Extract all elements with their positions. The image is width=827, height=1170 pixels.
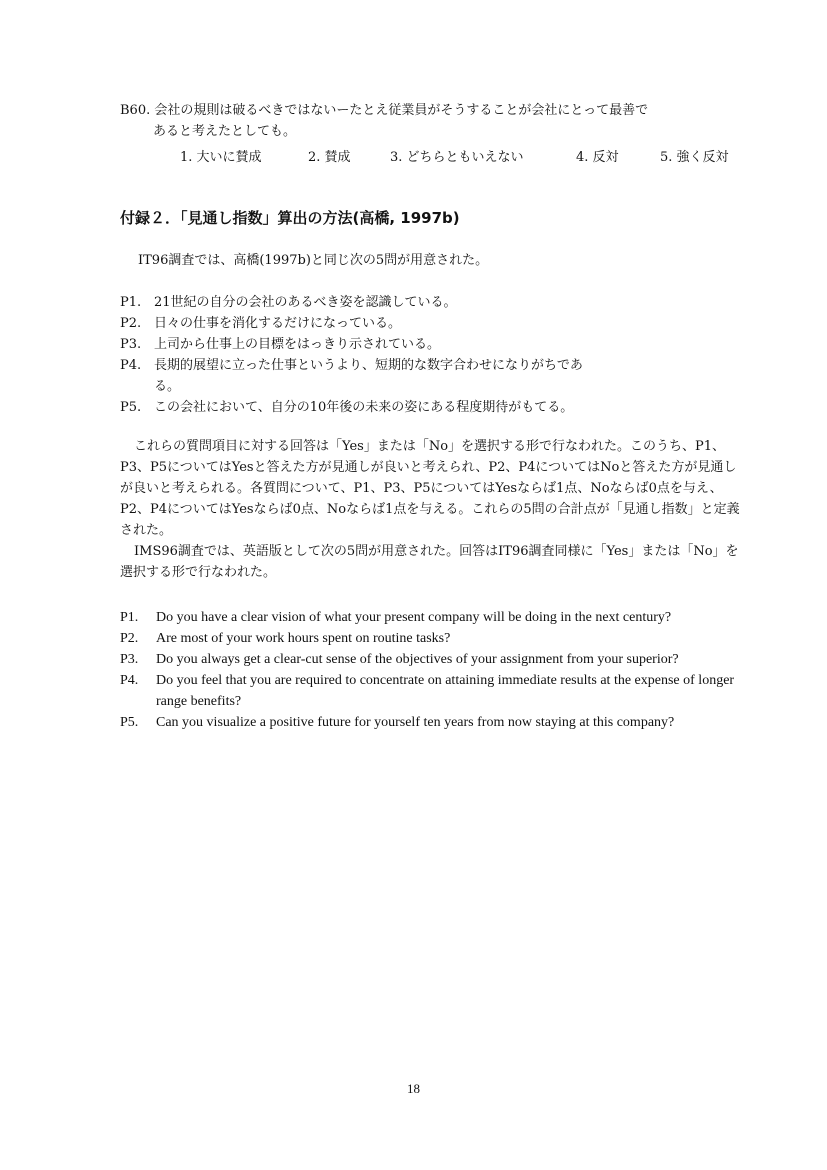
jp-question-list: [120, 292, 583, 418]
option-2: 2. 賛成: [308, 150, 351, 165]
option-4: 4. 反対: [576, 150, 619, 165]
list-item-continuation: る。: [154, 379, 181, 394]
list-item: P1. Do you have a clear vision of what your present company will be doing in the next century?: [120, 610, 672, 625]
list-item: P5. Can you visualize a positive future for yourself ten years from now staying at this company?: [120, 715, 675, 730]
b60-question-line1: B60. 会社の規則は破るべきではないーたとえ従業員がそうすることが会社にとって最善で: [120, 103, 649, 118]
list-item: P4. Do you feel that you are required to concentrate on attaining immediate results at the expense of longer range benefits?: [120, 673, 735, 709]
ims96-paragraph: IMS96調査では、英語版として次の5問が用意された。回答はIT96調査同様に「Yes」または「No」を選択する形で行なわれた。: [120, 544, 739, 580]
list-item: P1. 21世紀の自分の会社のあるべき姿を認識している。: [120, 295, 457, 310]
list-item: P3. 上司から仕事上の目標をはっきり示されている。: [120, 337, 441, 352]
b60-answer-options: [180, 146, 729, 165]
option-5: 5. 強く反対: [660, 150, 729, 165]
en-question-list: [120, 607, 746, 733]
list-item: P2. Are most of your work hours spent on routine tasks?: [120, 631, 451, 646]
list-item: P4. 長期的展望に立った仕事というより、短期的な数字合わせになりがちであ: [120, 358, 583, 373]
page-number: 18: [407, 1081, 420, 1096]
list-item: P5. この会社において、自分の10年後の未来の姿にある程度期待がもてる。: [120, 400, 574, 415]
option-3: 3. どちらともいえない: [390, 150, 524, 165]
option-1: 1. 大いに賛成: [180, 150, 262, 165]
list-item: P2. 日々の仕事を消化するだけになっている。: [120, 316, 402, 331]
intro-text: IT96調査では、高橋(1997b)と同じ次の5問が用意された。: [138, 253, 489, 268]
appendix-heading: 付録２．「見通し指数」算出の方法(高橋, 1997b): [120, 209, 460, 227]
scoring-paragraph: これらの質問項目に対する回答は「Yes」または「No」を選択する形で行なわれた。このうち、P1、P3、P5についてはYesと答えた方が見通しが良いと考えられ、P2、P4についてはNoと答えた方が見通しが良いと考えられる。各質問について、P1、P3、P5についてはYesならば1点、Noならば0点を与え、P2、P4についてはYesならば0点、Noならば1点を与える。これらの5問の合計点が「見通し指数」と定義された。: [120, 439, 740, 538]
list-item: P3. Do you always get a clear-cut sense of the objectives of your assignment from your superior?: [120, 652, 679, 667]
b60-question-line2: あると考えたとしても。: [153, 124, 297, 139]
